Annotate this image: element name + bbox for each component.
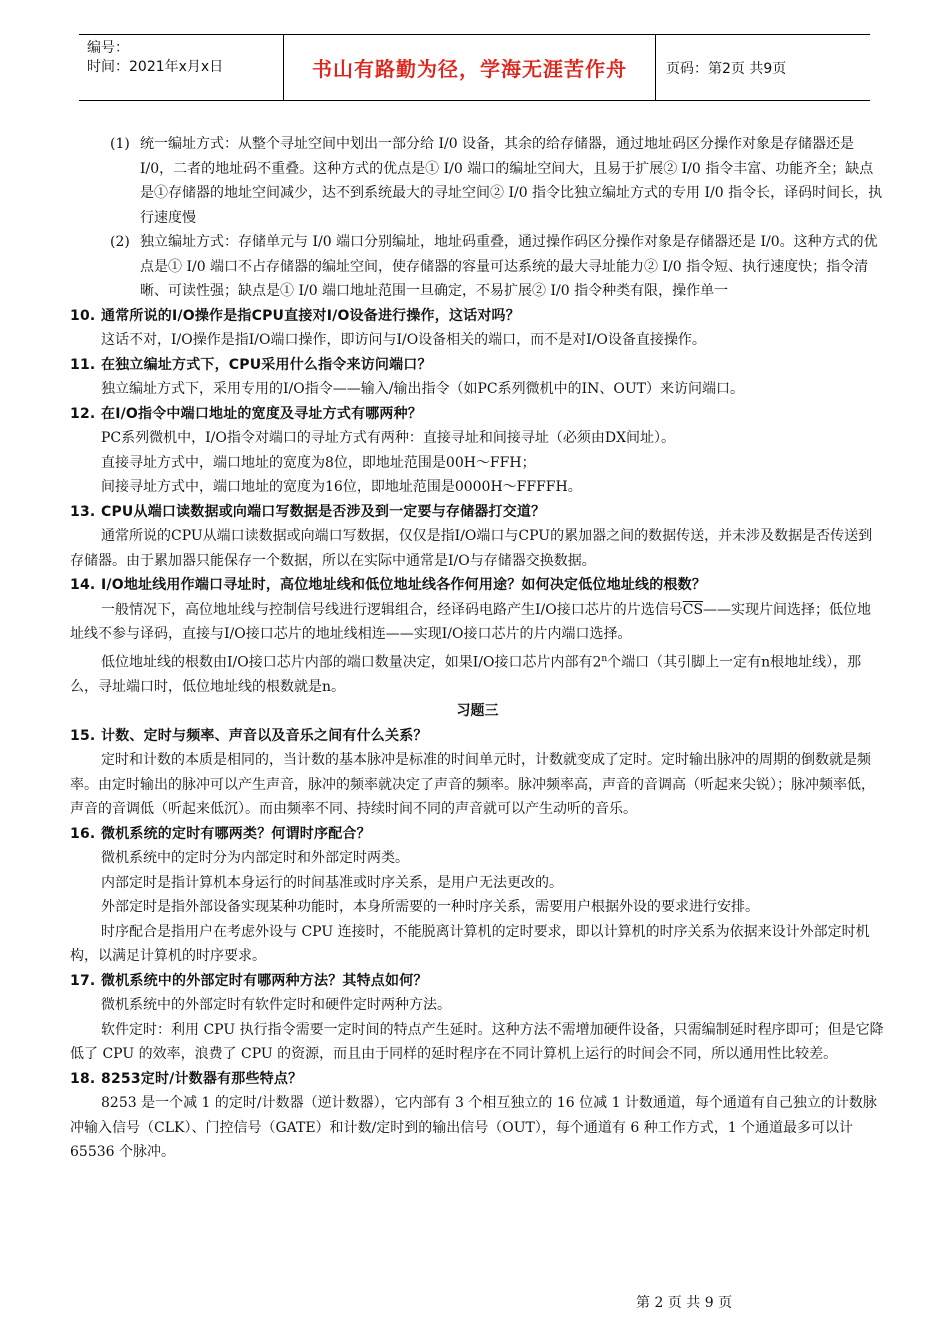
question-title (70, 402, 885, 427)
question-text: 8253定时/计数器有那些特点？ (101, 1070, 303, 1087)
question-title (70, 304, 885, 329)
answer-paragraph (70, 598, 885, 647)
header-page-cell (656, 35, 870, 100)
question-number: 12. (70, 405, 96, 422)
question-number: 16. (70, 825, 96, 842)
item-text: 独立编址方式：存储单元与 I/0 端口分别编址，地址码重叠，通过操作码区分操作对象是存储器还是 I/0。这种方式的优点是① I/0 端口不占存储器的编址空间，使存储器的容量可达系统的最大寻址能力② I/0 指令短、执行速度快；指令清晰、可读性强；缺点是① I/0 端口地址范围一旦确定，不易扩展② I/0 指令种类有限，操作单一 (140, 234, 878, 299)
question-number: 10. (70, 307, 96, 324)
question-title (70, 573, 885, 598)
document-date: 时间：2021年x月x日 (87, 59, 224, 75)
answer-paragraph: 时序配合是指用户在考虑外设与 CPU 连接时，不能脱离计算机的定时要求，即以计算机的时序关系为依据来设计外部定时机构，以满足计算机的时序要求。 (70, 923, 870, 965)
item-text: 统一编址方式：从整个寻址空间中划出一部分给 I/0 设备，其余的给存储器，通过地址码区分操作对象是存储器还是 I/0，二者的地址码不重叠。这种方式的优点是① I/0 端口的编址空间大，且易于扩展② I/0 指令丰富、功能齐全；缺点是①存储器的地址空间减少，达不到系统最大的寻址空间② I/0 指令比独立编址方式的专用 I/0 指令长，译码时间长，执行速度慢 (140, 136, 883, 226)
question-number: 17. (70, 972, 96, 989)
answer-paragraph: 独立编址方式下，采用专用的I/O指令——输入/输出指令（如PC系列微机中的IN、OUT）来访问端口。 (101, 381, 744, 397)
answer-paragraph: 这话不对，I/O操作是指I/O端口操作，即访问与I/O设备相关的端口，而不是对I/O设备直接操作。 (101, 332, 706, 348)
motto: 书山有路勤为径，学海无涯苦作舟 (312, 57, 627, 81)
page-footer: 第 2 页 共 9 页 (636, 1295, 733, 1311)
answer-text: 低位地址线的根数由I/O接口芯片内部的端口数量决定，如果I/O接口芯片内部有2 (101, 654, 602, 671)
question-title (70, 969, 885, 994)
question-title (70, 724, 885, 749)
header-motto-cell (283, 35, 656, 100)
question-number: 14. (70, 577, 96, 593)
list-item (70, 132, 885, 230)
question-number: 11. (70, 356, 96, 373)
document-body (70, 132, 885, 1165)
item-label: (1) (110, 136, 130, 152)
question-number: 13. (70, 503, 96, 520)
answer-paragraph: 间接寻址方式中，端口地址的宽度为16位，即地址范围是0000H～FFFFH。 (101, 479, 582, 495)
item-label: (2) (110, 234, 130, 250)
question-title (70, 500, 885, 525)
question-number: 18. (70, 1070, 96, 1087)
question-title (70, 353, 885, 378)
question-text: 微机系统中的外部定时有哪两种方法？其特点如何？ (101, 972, 428, 989)
question-number: 15. (70, 727, 96, 744)
answer-text: ——实现片间选择；低位地址线不参与译码，直接与I/O接口芯片的地址线相连——实现I/O接口芯片的片内端口选择。 (70, 601, 872, 642)
answer-paragraph: 软件定时：利用 CPU 执行指令需要一定时间的特点产生延时。这种方法不需增加硬件设备，只需编制延时程序即可；但是它降低了 CPU 的效率，浪费了 CPU 的资源，而且由于同样的延时程序在不同计算机上运行的时间会不同，所以通用性比较差。 (70, 1021, 884, 1063)
document-number-label: 编号： (87, 40, 129, 56)
question-text: 在I/O指令中端口地址的宽度及寻址方式有哪两种？ (101, 405, 423, 422)
answer-paragraph: 内部定时是指计算机本身运行的时间基准或时序关系，是用户无法更改的。 (101, 874, 563, 891)
question-text: I/O地址线用作端口寻址时，高位地址线和低位地址线各作何用途？如何决定低位地址线的根数？ (101, 577, 707, 593)
cs-signal: $\overline{CS}$ (682, 601, 704, 618)
question-text: 在独立编址方式下，CPU采用什么指令来访问端口？ (101, 356, 432, 373)
answer-paragraph (70, 647, 885, 700)
list-item (70, 230, 885, 304)
chapter-title: 习题三 (456, 703, 499, 720)
question-title (70, 822, 885, 847)
header-left-cell (79, 35, 283, 100)
answer-paragraph: 8253 是一个减 1 的定时/计数器（逆计数器），它内部有 3 个相互独立的 16 位减 1 计数通道，每个通道有自己独立的计数脉冲输入信号（CLK）、门控信号（GATE）和计数/定时到的输出信号（OUT），每个通道有 6 种工作方式，1 个通道最多可以计 65536 个脉冲。 (70, 1095, 877, 1161)
answer-paragraph: 微机系统中的定时分为内部定时和外部定时两类。 (101, 850, 409, 867)
question-text: 计数、定时与频率、声音以及音乐之间有什么关系？ (101, 727, 428, 744)
page-info: 页码：第2页 共9页 (666, 60, 787, 77)
answer-paragraph: 直接寻址方式中，端口地址的宽度为8位，即地址范围是00H～FFH； (101, 454, 536, 471)
answer-text: 个端口（其引脚上一定有n根地址线），那么，寻址端口时，低位地址线的根数就是n。 (70, 654, 862, 695)
header-table (79, 34, 870, 101)
question-text: 微机系统的定时有哪两类？何谓时序配合？ (101, 825, 371, 842)
question-text: CPU从端口读数据或向端口写数据是否涉及到一定要与存储器打交道？ (101, 503, 546, 520)
answer-text: 一般情况下，高位地址线与控制信号线进行逻辑组合，经译码电路产生I/O接口芯片的片选信号 (101, 601, 683, 618)
superscript-n: n (601, 653, 608, 664)
answer-paragraph: 通常所说的CPU从端口读数据或向端口写数据，仅仅是指I/O端口与CPU的累加器之间的数据传送，并未涉及数据是否传送到存储器。由于累加器只能保存一个数据，所以在实际中通常是I/O与存储器交换数据。 (70, 528, 873, 569)
answer-paragraph: 微机系统中的外部定时有软件定时和硬件定时两种方法。 (101, 997, 451, 1014)
question-text: 通常所说的I/O操作是指CPU直接对I/O设备进行操作，这话对吗？ (101, 307, 520, 324)
question-title (70, 1067, 885, 1092)
answer-paragraph: PC系列微机中，I/O指令对端口的寻址方式有两种：直接寻址和间接寻址（必须由DX间址）。 (101, 430, 676, 446)
answer-paragraph: 外部定时是指外部设备实现某种功能时，本身所需要的一种时序关系，需要用户根据外设的要求进行安排。 (101, 899, 759, 916)
answer-paragraph: 定时和计数的本质是相同的，当计数的基本脉冲是标准的时间单元时，计数就变成了定时。定时输出脉冲的周期的倒数就是频率。由定时输出的脉冲可以产生声音，脉冲的频率就决定了声音的频率。脉冲频率高，声音的音调高（听起来尖锐）；脉冲频率低，声音的音调低（听起来低沉）。而由频率不同、持续时间不同的声音就可以产生动听的音乐。 (70, 752, 875, 818)
